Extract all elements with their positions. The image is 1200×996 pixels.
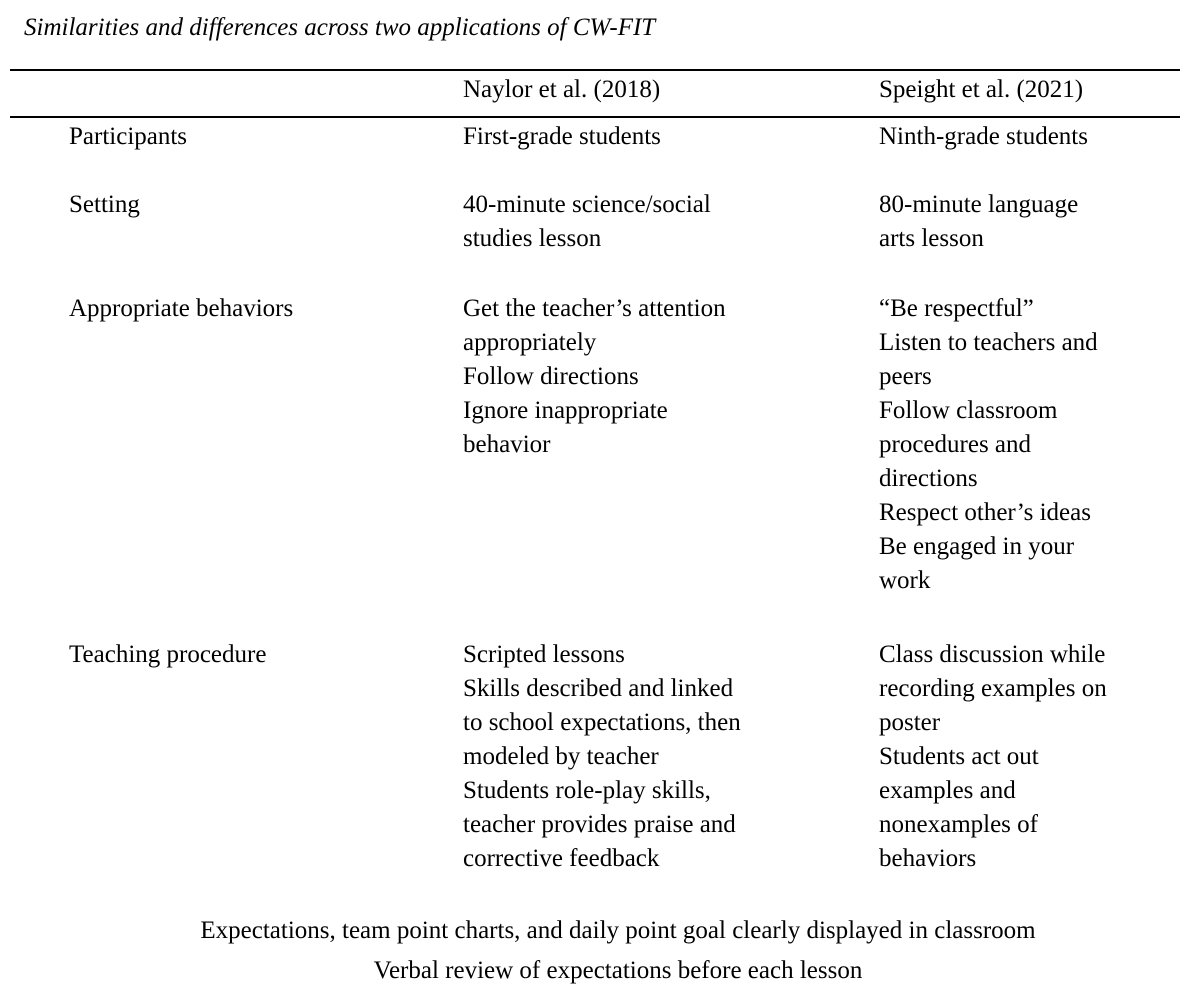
cell-line: studies lesson — [463, 225, 602, 252]
cell-line: to school expectations, then — [463, 709, 741, 736]
cell-speight-setting — [879, 188, 1078, 256]
cell-line: teacher provides praise and — [463, 811, 736, 838]
cell-line: Follow directions — [463, 363, 639, 390]
cell-line: behavior — [463, 431, 551, 458]
cell-line: Skills described and linked — [463, 675, 734, 702]
cell-naylor-behaviors — [463, 292, 726, 462]
cell-naylor-participants — [463, 120, 661, 154]
row-label-teaching-procedure: Teaching procedure — [69, 641, 267, 668]
cell-line: First-grade students — [463, 123, 661, 150]
cell-line: Get the teacher’s attention — [463, 295, 726, 322]
header-speight: Speight et al. (2021) — [879, 76, 1084, 103]
cell-line: poster — [879, 709, 941, 736]
header-rule — [10, 116, 1180, 118]
cell-line: Students role-play skills, — [463, 777, 711, 804]
cell-line: Listen to teachers and — [879, 329, 1098, 356]
cell-line: 80-minute language — [879, 191, 1079, 218]
shared-row-verbal-review: Verbal review of expectations before each lesson — [373, 957, 863, 984]
cell-line: Be engaged in your — [879, 533, 1075, 560]
cell-line: 40-minute science/social — [463, 191, 711, 218]
cell-line: Ninth-grade students — [879, 123, 1088, 150]
row-label-appropriate-behaviors: Appropriate behaviors — [69, 295, 294, 322]
shared-row-displays: Expectations, team point charts, and daily point goal clearly displayed in classroom — [200, 917, 1036, 944]
table-caption: Similarities and differences across two applications of CW-FIT — [24, 14, 656, 41]
cell-line: Follow classroom — [879, 397, 1058, 424]
cell-naylor-setting — [463, 188, 711, 256]
cell-line: nonexamples of — [879, 811, 1038, 838]
cell-line: Ignore inappropriate — [463, 397, 668, 424]
cell-line: modeled by teacher — [463, 743, 659, 770]
cell-line: Scripted lessons — [463, 641, 625, 668]
cell-line: Students act out — [879, 743, 1039, 770]
cell-line: work — [879, 567, 931, 594]
cell-line: directions — [879, 465, 978, 492]
cell-line: appropriately — [463, 329, 597, 356]
row-label-participants: Participants — [69, 123, 188, 150]
cell-line: arts lesson — [879, 225, 984, 252]
top-rule — [10, 69, 1180, 71]
cell-line: examples and — [879, 777, 1016, 804]
cell-line: corrective feedback — [463, 845, 660, 872]
cell-speight-participants — [879, 120, 1088, 154]
cell-line: recording examples on — [879, 675, 1107, 702]
row-label-setting: Setting — [69, 191, 140, 218]
cell-line: “Be respectful” — [879, 295, 1034, 322]
cell-line: behaviors — [879, 845, 977, 872]
header-naylor: Naylor et al. (2018) — [463, 76, 661, 103]
cell-naylor-teaching — [463, 638, 741, 876]
cell-line: Respect other’s ideas — [879, 499, 1091, 526]
cell-speight-behaviors — [879, 292, 1098, 598]
cell-speight-teaching — [879, 638, 1107, 876]
cell-line: Class discussion while — [879, 641, 1106, 668]
cell-line: procedures and — [879, 431, 1032, 458]
cell-line: peers — [879, 363, 932, 390]
